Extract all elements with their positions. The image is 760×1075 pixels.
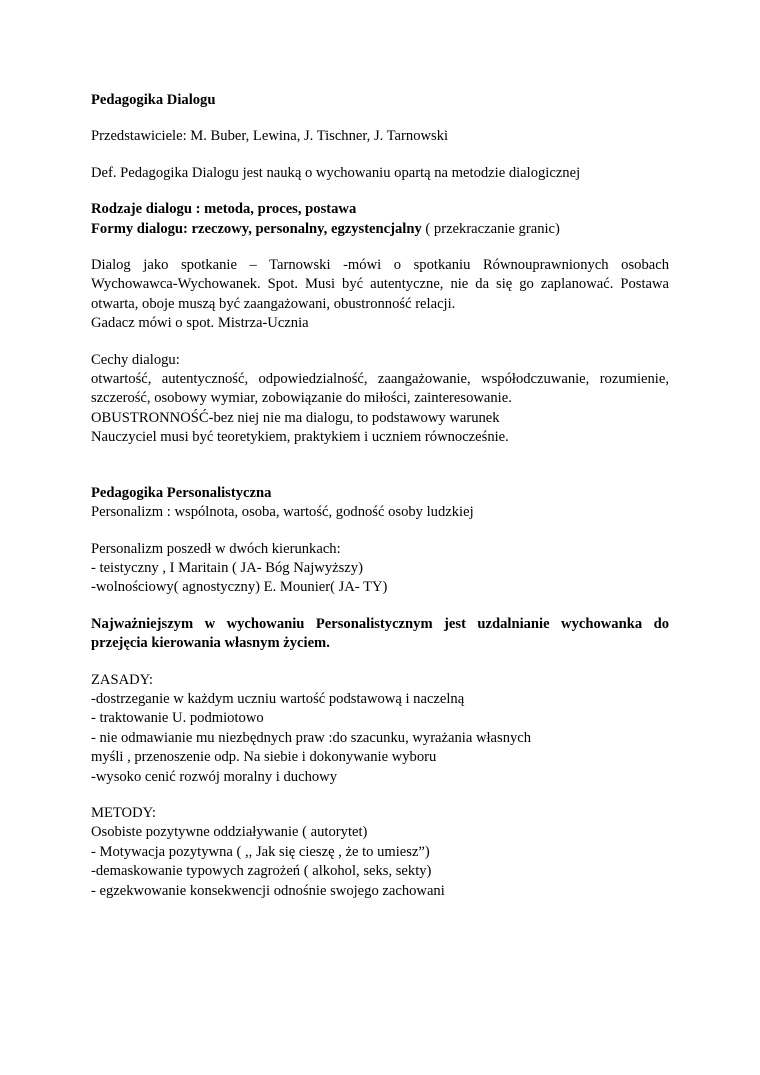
rule-item-4: -wysoko cenić rozwój moralny i duchowy [91,768,338,785]
section-title-personalism: Pedagogika Personalistyczna [91,484,272,501]
dialog-forms-line [91,220,669,239]
personalism-line: Personalizm : wspólnota, osoba, wartość, godność osoby ludzkiej [91,504,474,521]
key-statement: Najważniejszym w wychowaniu Personalistycznym jest uzdalnianie wychowanka do przejęcia kierowania własnym życiem. [91,615,669,652]
teacher-line: Nauczyciel musi być teoretykiem, praktykiem i uczniem równocześnie. [91,429,509,446]
method-item-4: - egzekwowanie konsekwencji odnośnie swojego zachowani [91,882,445,899]
methods-heading: METODY: [91,804,156,821]
features-list: otwartość, autentyczność, odpowiedzialność, zaangażowanie, współodczuwanie, rozumienie, szczerość, osobowy wymiar, zobowiązanie do miłości, zainteresowanie. [91,371,669,407]
gadacz-line: Gadacz mówi o spot. Mistrza-Ucznia [91,315,309,332]
method-item-2: - Motywacja pozytywna ( ,, Jak się cieszę , że to umiesz”) [91,843,430,860]
obustronnosc-line: OBUSTRONNOŚĆ-bez niej nie ma dialogu, to podstawowy warunek [91,409,500,426]
directions-heading: Personalizm poszedł w dwóch kierunkach: [91,540,341,557]
method-item-3: -demaskowanie typowych zagrożeń ( alkohol, seks, sekty) [91,863,432,880]
direction-item-2: -wolnościowy( agnostyczny) E. Mounier( JA- TY) [91,579,388,596]
dialog-forms-note: ( przekraczanie granic) [421,220,560,237]
rules-heading: ZASADY: [91,671,153,688]
section-title-dialog: Pedagogika Dialogu [91,92,216,108]
dialog-types-line: Rodzaje dialogu : metoda, proces, postawa [91,201,357,218]
dialog-forms-bold: Formy dialogu: rzeczowy, personalny, egzystencjalny [91,220,422,237]
features-heading: Cechy dialogu: [91,351,180,368]
document-body [91,91,669,901]
rule-item-3b: myśli , przenoszenie odp. Na siebie i dokonywanie wyboru [91,749,437,766]
rule-item-1: -dostrzeganie w każdym uczniu wartość podstawową i naczelną [91,690,465,707]
meeting-paragraph: Dialog jako spotkanie – Tarnowski -mówi o spotkaniu Równouprawnionych osobach Wychowawca-Wychowanek. Spot. Musi być autentyczne, nie da się go zaplanować. Postawa otwarta, oboje muszą być zaangażowani, obustronność relacji. [91,257,669,312]
rule-item-2: - traktowanie U. podmiotowo [91,710,264,727]
method-item-1: Osobiste pozytywne oddziaływanie ( autorytet) [91,824,368,841]
representatives-line: Przedstawiciele: M. Buber, Lewina, J. Tischner, J. Tarnowski [91,128,449,145]
direction-item-1: - teistyczny , I Maritain ( JA- Bóg Najwyższy) [91,559,363,576]
rule-item-3a: - nie odmawianie mu niezbędnych praw :do szacunku, wyrażania własnych [91,729,532,746]
definition-line: Def. Pedagogika Dialogu jest nauką o wychowaniu opartą na metodzie dialogicznej [91,164,581,181]
